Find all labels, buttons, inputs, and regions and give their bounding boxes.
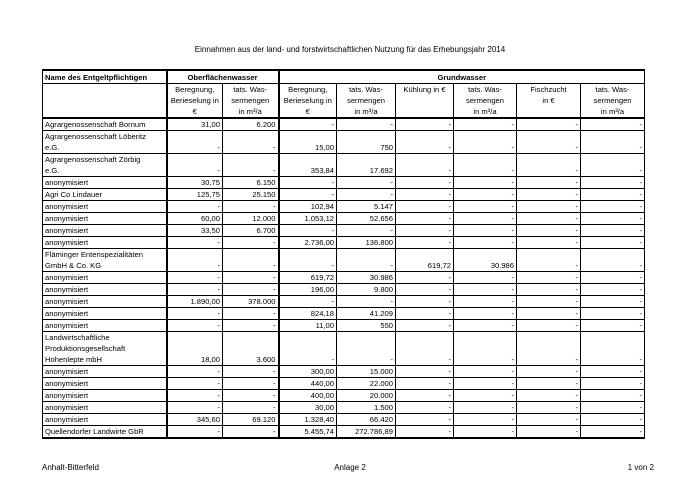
- value-cell: -: [517, 272, 581, 284]
- column-header-line: in m³/a: [473, 107, 497, 116]
- value-cell: 3.600: [223, 332, 279, 366]
- column-header-line: Fischzucht: [530, 85, 567, 94]
- value-cell: -: [581, 118, 645, 131]
- column-header-line: tats. Was-: [595, 85, 630, 94]
- value-cell: 345,60: [167, 414, 223, 426]
- payer-name-line: anonymisiert: [45, 415, 89, 424]
- value-cell: -: [337, 177, 396, 189]
- value-cell: 378.000: [223, 296, 279, 308]
- value-cell: 6.700: [223, 225, 279, 237]
- value-cell: 272.786,89: [337, 426, 396, 439]
- value-cell: -: [581, 249, 645, 272]
- payer-name: [43, 189, 167, 201]
- table-row: [43, 225, 645, 237]
- column-header-line: Beregnung,: [288, 85, 328, 94]
- value-cell: -: [517, 390, 581, 402]
- table-row: [43, 177, 645, 189]
- name-column-header: Name des Entgeltpflichtigen: [43, 70, 167, 84]
- value-cell: -: [454, 426, 517, 439]
- value-cell: -: [396, 378, 454, 390]
- value-cell: -: [223, 237, 279, 249]
- value-cell: 6.200: [223, 118, 279, 131]
- payer-name-line: anonymisiert: [45, 297, 89, 306]
- value-cell: 15,00: [279, 131, 337, 154]
- value-cell: -: [223, 390, 279, 402]
- value-cell: 102,94: [279, 201, 337, 213]
- table-row: [43, 131, 645, 154]
- value-cell: -: [337, 225, 396, 237]
- value-cell: 11,00: [279, 320, 337, 332]
- value-cell: -: [396, 390, 454, 402]
- payer-name: [43, 154, 167, 177]
- value-cell: 31,00: [167, 118, 223, 131]
- payer-name-line: anonymisiert: [45, 285, 89, 294]
- column-header-line: sermengen: [593, 96, 632, 105]
- value-cell: 30.986: [454, 249, 517, 272]
- value-cell: -: [454, 414, 517, 426]
- column-header: [279, 84, 337, 119]
- table-row: [43, 213, 645, 225]
- value-cell: -: [223, 378, 279, 390]
- payer-name-line: Agri Co Lindauer: [45, 190, 102, 199]
- subheader-row: [43, 84, 645, 119]
- value-cell: -: [337, 332, 396, 366]
- payer-name: [43, 118, 167, 131]
- value-cell: -: [581, 332, 645, 366]
- value-cell: -: [167, 308, 223, 320]
- payer-name: [43, 177, 167, 189]
- value-cell: 25.150: [223, 189, 279, 201]
- payer-name-line: anonymisiert: [45, 391, 89, 400]
- value-cell: 2.736,00: [279, 237, 337, 249]
- value-cell: -: [167, 378, 223, 390]
- table-row: [43, 272, 645, 284]
- value-cell: 619,72: [279, 272, 337, 284]
- value-cell: 30.986: [337, 272, 396, 284]
- value-cell: -: [396, 213, 454, 225]
- value-cell: 353,84: [279, 154, 337, 177]
- value-cell: -: [396, 272, 454, 284]
- value-cell: -: [454, 189, 517, 201]
- payer-name-line: anonymisiert: [45, 238, 89, 247]
- value-cell: -: [279, 118, 337, 131]
- value-cell: -: [517, 201, 581, 213]
- value-cell: -: [581, 213, 645, 225]
- payer-name-line: Landwirtschaftliche: [45, 333, 110, 342]
- table-row: [43, 237, 645, 249]
- value-cell: -: [279, 189, 337, 201]
- page-title: Einnahmen aus der land- und forstwirtschaftlichen Nutzung für das Erhebungsjahr 2014: [194, 45, 506, 54]
- table-row: [43, 332, 645, 366]
- value-cell: -: [223, 426, 279, 439]
- value-cell: -: [279, 296, 337, 308]
- value-cell: -: [396, 201, 454, 213]
- payer-name: [43, 284, 167, 296]
- table-row: [43, 320, 645, 332]
- value-cell: -: [517, 131, 581, 154]
- value-cell: -: [581, 402, 645, 414]
- payer-name: [43, 131, 167, 154]
- value-cell: -: [454, 284, 517, 296]
- value-cell: -: [167, 272, 223, 284]
- value-cell: -: [454, 378, 517, 390]
- table-row: [43, 284, 645, 296]
- column-header-line: Berieselung in: [283, 96, 332, 105]
- value-cell: -: [396, 296, 454, 308]
- value-cell: 52.656: [337, 213, 396, 225]
- table-row: [43, 296, 645, 308]
- value-cell: -: [581, 201, 645, 213]
- table-row: [43, 308, 645, 320]
- value-cell: -: [396, 332, 454, 366]
- payer-name: [43, 201, 167, 213]
- table-row: [43, 414, 645, 426]
- table-row: [43, 402, 645, 414]
- value-cell: -: [396, 131, 454, 154]
- value-cell: -: [396, 237, 454, 249]
- value-cell: 300,00: [279, 366, 337, 378]
- payer-name: [43, 320, 167, 332]
- value-cell: -: [167, 237, 223, 249]
- column-header-line: [398, 106, 451, 117]
- table-row: [43, 366, 645, 378]
- value-cell: 1.328,40: [279, 414, 337, 426]
- value-cell: 400,00: [279, 390, 337, 402]
- value-cell: -: [517, 296, 581, 308]
- payer-name: [43, 249, 167, 272]
- column-header-line: [519, 106, 578, 117]
- payer-name: [43, 308, 167, 320]
- column-header-line: sermengen: [466, 96, 505, 105]
- value-cell: -: [581, 414, 645, 426]
- value-cell: -: [396, 118, 454, 131]
- value-cell: 33,50: [167, 225, 223, 237]
- value-cell: -: [223, 320, 279, 332]
- table-row: [43, 189, 645, 201]
- value-cell: -: [517, 320, 581, 332]
- column-header: [517, 84, 581, 119]
- value-cell: -: [279, 225, 337, 237]
- payer-name: [43, 378, 167, 390]
- value-cell: -: [581, 308, 645, 320]
- payer-name-line: anonymisiert: [45, 309, 89, 318]
- column-header-line: tats. Was-: [349, 85, 383, 94]
- payer-name-line: anonymisiert: [45, 379, 89, 388]
- value-cell: 15.000: [337, 366, 396, 378]
- value-cell: 1.053,12: [279, 213, 337, 225]
- value-cell: -: [517, 177, 581, 189]
- value-cell: -: [581, 154, 645, 177]
- value-cell: -: [454, 237, 517, 249]
- value-cell: -: [223, 284, 279, 296]
- value-cell: -: [396, 426, 454, 439]
- surface-water-group-header: Oberflächenwasser: [167, 70, 279, 84]
- name-subheader-cell: [43, 84, 167, 119]
- value-cell: -: [454, 402, 517, 414]
- payer-name-line: e.G.: [45, 143, 60, 152]
- payer-name-line: Agrargenossenschaft Löberitz: [45, 132, 146, 141]
- value-cell: -: [167, 402, 223, 414]
- payer-name-line: anonymisiert: [45, 214, 89, 223]
- column-header-line: tats. Was-: [468, 85, 502, 94]
- value-cell: -: [167, 390, 223, 402]
- value-cell: 125,75: [167, 189, 223, 201]
- value-cell: -: [517, 308, 581, 320]
- value-cell: 9.800: [337, 284, 396, 296]
- value-cell: -: [517, 284, 581, 296]
- payer-name-line: Produktionsgesellschaft: [45, 344, 126, 353]
- table-body: [43, 118, 645, 438]
- value-cell: -: [581, 189, 645, 201]
- payer-name-line: Hohenlepte mbH: [45, 355, 102, 364]
- value-cell: -: [581, 131, 645, 154]
- column-header: [396, 84, 454, 119]
- value-cell: -: [454, 177, 517, 189]
- column-header-line: in m³/a: [354, 107, 378, 116]
- revenue-table: [42, 69, 645, 439]
- value-cell: -: [337, 118, 396, 131]
- payer-name-line: anonymisiert: [45, 226, 89, 235]
- payer-name-line: Fläminger Entenspezialitäten: [45, 250, 143, 259]
- value-cell: -: [223, 249, 279, 272]
- value-cell: -: [396, 414, 454, 426]
- column-header-line: Beregnung,: [175, 85, 215, 94]
- payer-name-line: anonymisiert: [45, 367, 89, 376]
- value-cell: -: [454, 332, 517, 366]
- column-header-line: sermengen: [347, 96, 386, 105]
- table-row: [43, 426, 645, 439]
- value-cell: 69.120: [223, 414, 279, 426]
- value-cell: 12.000: [223, 213, 279, 225]
- table-row: [43, 390, 645, 402]
- column-header: [337, 84, 396, 119]
- value-cell: -: [581, 320, 645, 332]
- value-cell: -: [454, 366, 517, 378]
- value-cell: 1.500: [337, 402, 396, 414]
- payer-name: [43, 332, 167, 366]
- value-cell: -: [223, 154, 279, 177]
- value-cell: 196,00: [279, 284, 337, 296]
- table-row: [43, 118, 645, 131]
- value-cell: -: [337, 249, 396, 272]
- payer-name-line: Agrargenossenschaft Zörbig: [45, 155, 141, 164]
- value-cell: 750: [337, 131, 396, 154]
- value-cell: -: [337, 189, 396, 201]
- value-cell: -: [396, 225, 454, 237]
- payer-name-line: anonymisiert: [45, 273, 89, 282]
- value-cell: -: [167, 201, 223, 213]
- value-cell: -: [454, 213, 517, 225]
- column-header-line: Kühlung in €: [403, 85, 446, 94]
- value-cell: -: [396, 154, 454, 177]
- value-cell: 1.890,00: [167, 296, 223, 308]
- value-cell: -: [454, 296, 517, 308]
- value-cell: -: [454, 225, 517, 237]
- value-cell: -: [581, 366, 645, 378]
- value-cell: 20.000: [337, 390, 396, 402]
- value-cell: 440,00: [279, 378, 337, 390]
- value-cell: 5.147: [337, 201, 396, 213]
- value-cell: -: [223, 402, 279, 414]
- footer-district: Anhalt-Bitterfeld: [42, 463, 99, 472]
- value-cell: -: [454, 390, 517, 402]
- value-cell: -: [581, 237, 645, 249]
- value-cell: -: [279, 332, 337, 366]
- value-cell: -: [581, 296, 645, 308]
- payer-name: [43, 414, 167, 426]
- value-cell: -: [396, 177, 454, 189]
- value-cell: -: [396, 308, 454, 320]
- value-cell: -: [454, 154, 517, 177]
- column-header-line: in m³/a: [238, 107, 262, 116]
- value-cell: -: [223, 308, 279, 320]
- column-header-line: Berieselung in: [170, 96, 219, 105]
- payer-name-line: GmbH & Co. KG: [45, 261, 102, 270]
- value-cell: -: [517, 154, 581, 177]
- value-cell: -: [454, 201, 517, 213]
- value-cell: -: [517, 414, 581, 426]
- table-row: [43, 378, 645, 390]
- payer-name: [43, 390, 167, 402]
- value-cell: -: [167, 154, 223, 177]
- value-cell: -: [223, 131, 279, 154]
- payer-name: [43, 402, 167, 414]
- value-cell: 136.800: [337, 237, 396, 249]
- value-cell: -: [167, 366, 223, 378]
- value-cell: -: [337, 296, 396, 308]
- payer-name: [43, 366, 167, 378]
- value-cell: -: [581, 390, 645, 402]
- value-cell: 6.150: [223, 177, 279, 189]
- value-cell: 5.455,74: [279, 426, 337, 439]
- value-cell: -: [167, 320, 223, 332]
- payer-name: [43, 225, 167, 237]
- payer-name-line: anonymisiert: [45, 403, 89, 412]
- value-cell: -: [517, 332, 581, 366]
- value-cell: -: [517, 225, 581, 237]
- column-header-line: €: [192, 107, 197, 116]
- value-cell: 41.209: [337, 308, 396, 320]
- value-cell: 18,00: [167, 332, 223, 366]
- value-cell: -: [396, 284, 454, 296]
- footer-attachment: Anlage 2: [334, 463, 366, 472]
- value-cell: 22.000: [337, 378, 396, 390]
- value-cell: -: [581, 378, 645, 390]
- value-cell: -: [454, 131, 517, 154]
- payer-name: [43, 296, 167, 308]
- value-cell: -: [581, 426, 645, 439]
- value-cell: -: [454, 118, 517, 131]
- value-cell: -: [223, 272, 279, 284]
- payer-name: [43, 426, 167, 439]
- value-cell: -: [223, 201, 279, 213]
- value-cell: -: [454, 308, 517, 320]
- value-cell: -: [581, 272, 645, 284]
- value-cell: -: [396, 320, 454, 332]
- value-cell: -: [517, 118, 581, 131]
- value-cell: -: [454, 272, 517, 284]
- value-cell: -: [581, 284, 645, 296]
- value-cell: 824,18: [279, 308, 337, 320]
- value-cell: -: [517, 378, 581, 390]
- groundwater-group-header: Grundwasser: [279, 70, 645, 84]
- value-cell: -: [517, 213, 581, 225]
- column-header: [223, 84, 279, 119]
- payer-name: [43, 213, 167, 225]
- payer-name-line: Agrargenossenschaft Bornum: [45, 120, 146, 129]
- payer-name: [43, 237, 167, 249]
- value-cell: 60,00: [167, 213, 223, 225]
- payer-name-line: anonymisiert: [45, 178, 89, 187]
- value-cell: -: [517, 366, 581, 378]
- value-cell: -: [454, 320, 517, 332]
- table-row: [43, 249, 645, 272]
- column-header-line: [398, 95, 451, 106]
- value-cell: -: [279, 249, 337, 272]
- payer-name-line: anonymisiert: [45, 321, 89, 330]
- column-header-line: in €: [542, 96, 555, 105]
- value-cell: 66.420: [337, 414, 396, 426]
- value-cell: -: [517, 426, 581, 439]
- column-header: [167, 84, 223, 119]
- value-cell: -: [167, 284, 223, 296]
- value-cell: -: [517, 237, 581, 249]
- value-cell: -: [167, 426, 223, 439]
- value-cell: -: [167, 131, 223, 154]
- value-cell: -: [517, 189, 581, 201]
- payer-name: [43, 272, 167, 284]
- table-row: [43, 201, 645, 213]
- column-header-line: in m³/a: [600, 107, 625, 116]
- value-cell: -: [167, 249, 223, 272]
- table-row: [43, 154, 645, 177]
- value-cell: -: [581, 177, 645, 189]
- payer-name-line: Quellendorfer Landwirte GbR: [45, 427, 144, 436]
- value-cell: 619,72: [396, 249, 454, 272]
- column-header-line: €: [305, 107, 310, 116]
- value-cell: -: [396, 402, 454, 414]
- value-cell: -: [396, 189, 454, 201]
- value-cell: -: [517, 402, 581, 414]
- footer-page-number: 1 von 2: [627, 463, 654, 472]
- column-header-line: sermengen: [231, 96, 270, 105]
- payer-name-line: e.G.: [45, 166, 60, 175]
- value-cell: 550: [337, 320, 396, 332]
- value-cell: -: [517, 249, 581, 272]
- column-header-line: tats. Was-: [233, 85, 268, 94]
- value-cell: 30,75: [167, 177, 223, 189]
- value-cell: -: [396, 366, 454, 378]
- column-header: [454, 84, 517, 119]
- column-header: [581, 84, 645, 119]
- value-cell: 30,00: [279, 402, 337, 414]
- value-cell: -: [581, 225, 645, 237]
- value-cell: -: [279, 177, 337, 189]
- value-cell: -: [223, 366, 279, 378]
- value-cell: 17.692: [337, 154, 396, 177]
- payer-name-line: anonymisiert: [45, 202, 89, 211]
